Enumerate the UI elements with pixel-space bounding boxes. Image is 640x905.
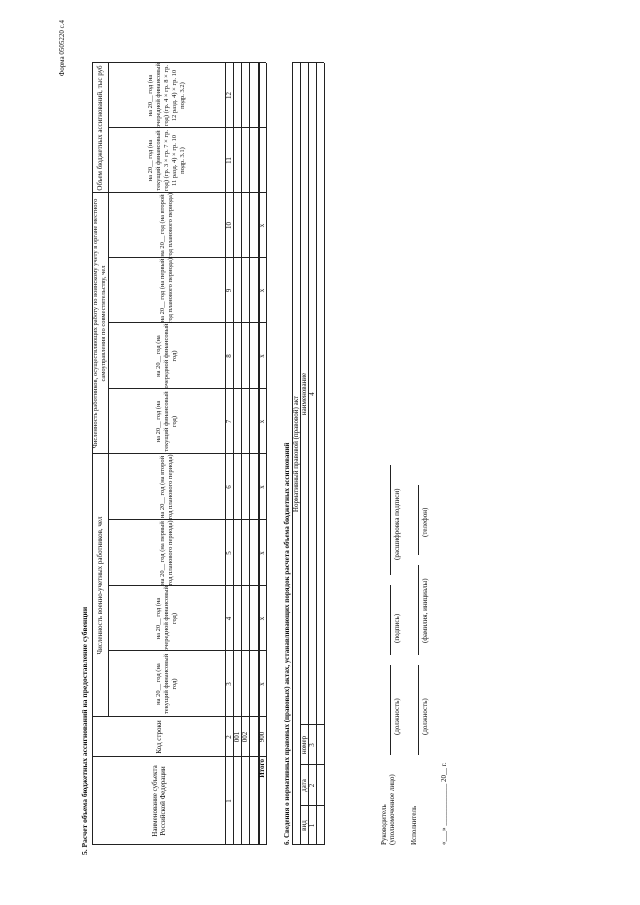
total-mark-10: x <box>258 223 266 228</box>
subheader-11: на 20__ год (на текущий финансовый год) (гр. 3 × гр. 7 × гр. 11 разд. 4) × гр. 10 подр. 3.1) <box>146 129 186 192</box>
legal-act-header: Нормативный правовой (правовой) акт <box>292 395 300 513</box>
col-num-8: 8 <box>225 354 233 358</box>
col-num-1: 1 <box>225 799 233 803</box>
col-num-7: 7 <box>225 419 233 424</box>
total-mark-8: x <box>258 354 266 358</box>
legal-num-2: 2 <box>308 783 316 788</box>
total-mark-4: x <box>258 616 266 621</box>
section5-title: 5. Расчет объема бюджетных ассигнований на предоставление субвенции <box>80 606 89 855</box>
total-mark-3: x <box>258 682 266 686</box>
row-code-001: 001 <box>233 731 241 743</box>
col-num-3: 3 <box>225 682 233 686</box>
subheader-12: на 20__ год (на очередной финансовый год) (гр. 4 × гр. 8 × гр. 12 разд. 4) × гр. 10 подр. 3.2) <box>146 62 186 128</box>
legal-col-type: вид <box>300 820 308 831</box>
header-military-staff: Численность военно-учетных работников, чел <box>96 516 104 655</box>
subheader-3: на 20__ год (на текущий финансовый год) <box>154 653 178 715</box>
head-signature: (подпись) <box>393 613 401 643</box>
col-num-10: 10 <box>225 222 233 229</box>
col-num-5: 5 <box>225 551 233 555</box>
total-label: Итого <box>258 759 266 778</box>
total-mark-7: x <box>258 419 266 424</box>
total-code: 900 <box>258 731 266 743</box>
subheader-8: на 20__ год (на очередной финансовый год) <box>154 323 178 389</box>
header-budget-volume: Объем бюджетных ассигнований, тыс руб <box>96 65 104 191</box>
total-mark-6: x <box>258 485 266 489</box>
executor-label: Исполнитель <box>410 805 418 845</box>
subheader-4: на 20__ год (на очередной финансовый год) <box>154 585 178 651</box>
legal-num-4: 4 <box>308 392 316 396</box>
section6-title: 6. Сведения о нормативных правовых (правовых) актах, устанавливающих порядок расчета объема бюджетных ассигнований <box>283 442 291 845</box>
subheader-10: на 20__ год (на второй год планового периода) <box>158 193 174 258</box>
header-part-time-staff: Численность работников, осуществляющих работу по воинскому учету в органе местного самоуправления по совместительству, чел <box>92 198 107 449</box>
col-num-6: 6 <box>225 485 233 489</box>
subheader-9: на 20__ год (на первый год планового периода) <box>158 258 174 323</box>
col-num-12: 12 <box>225 92 233 99</box>
col-num-4: 4 <box>225 616 233 621</box>
row-code-002: 002 <box>241 731 249 743</box>
header-subject-name: Наименование субъекта Российской Федерации <box>150 765 167 837</box>
exec-position: (должность) <box>421 698 429 735</box>
form-code: Форма 0505220 с.4 <box>58 20 66 77</box>
exec-fio: (фамилия, инициалы) <box>421 578 429 643</box>
subheader-5: на 20__ год (на первый год планового периода) <box>158 520 174 586</box>
legal-col-name: наименование <box>300 372 308 416</box>
total-mark-5: x <box>258 551 266 555</box>
subheader-6: на 20__ год (на второй год планового периода) <box>158 454 174 520</box>
col-num-11: 11 <box>225 157 233 164</box>
col-num-9: 9 <box>225 288 233 293</box>
legal-col-number: номер <box>300 735 308 755</box>
head-position: (должность) <box>393 698 401 735</box>
head-label: Руководитель (уполномоченное лицо) <box>380 774 396 845</box>
exec-phone: (телефон) <box>421 507 429 537</box>
legal-col-date: дата <box>300 779 308 792</box>
total-mark-9: x <box>258 288 266 293</box>
legal-num-1: 1 <box>308 823 316 828</box>
date-line: «___» ____________ 20__ г. <box>440 762 448 845</box>
subheader-7: на 20__ год (на текущий финансовый год) <box>154 391 178 452</box>
legal-num-3: 3 <box>308 743 316 747</box>
header-line-code: Код строки <box>154 720 163 754</box>
col-num-2: 2 <box>225 735 233 739</box>
head-decoding: (расшифровка подписи) <box>393 488 401 560</box>
